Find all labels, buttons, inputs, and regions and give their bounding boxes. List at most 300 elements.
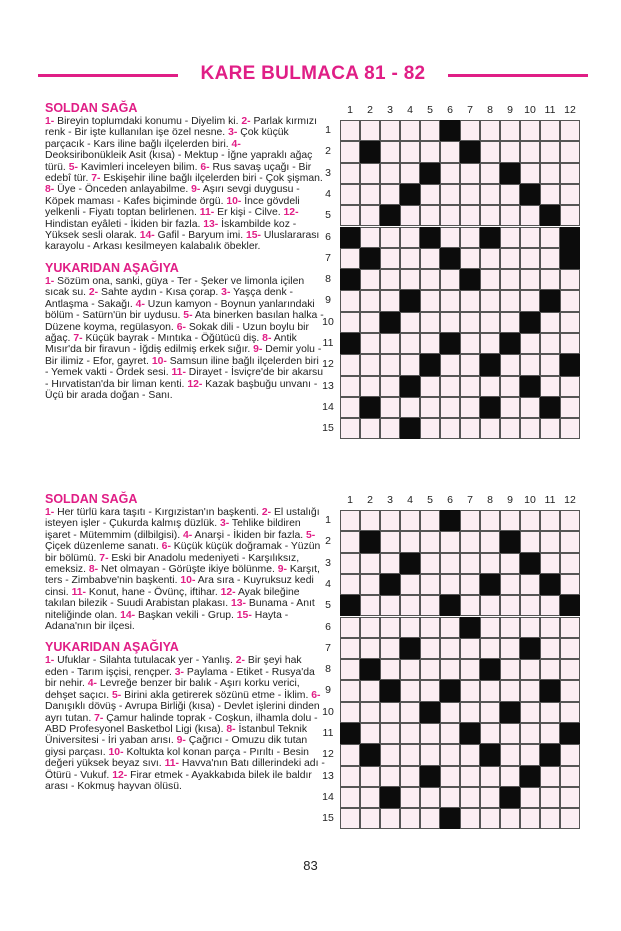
grid-cell[interactable] — [500, 553, 520, 574]
grid-cell[interactable] — [460, 553, 480, 574]
grid-cell[interactable] — [360, 184, 380, 205]
grid-cell[interactable] — [420, 248, 440, 269]
grid-cell[interactable] — [340, 808, 360, 829]
grid-cell[interactable] — [420, 723, 440, 744]
grid-cell[interactable] — [500, 376, 520, 397]
grid-cell[interactable] — [480, 680, 500, 701]
grid-cell[interactable] — [360, 617, 380, 638]
grid-cell[interactable] — [400, 766, 420, 787]
grid-cell[interactable] — [360, 333, 380, 354]
grid-cell[interactable] — [500, 723, 520, 744]
grid-cell[interactable] — [400, 120, 420, 141]
grid-cell[interactable] — [540, 418, 560, 439]
grid-cell[interactable] — [460, 531, 480, 552]
grid-cell[interactable] — [340, 638, 360, 659]
grid-cell[interactable] — [380, 290, 400, 311]
grid-cell[interactable] — [380, 766, 400, 787]
grid-cell[interactable] — [520, 290, 540, 311]
grid-cell[interactable] — [440, 617, 460, 638]
grid-cell[interactable] — [340, 510, 360, 531]
grid-cell[interactable] — [440, 553, 460, 574]
grid-cell[interactable] — [460, 744, 480, 765]
grid-cell[interactable] — [460, 397, 480, 418]
grid-cell[interactable] — [340, 702, 360, 723]
grid-cell[interactable] — [400, 702, 420, 723]
grid-cell[interactable] — [460, 808, 480, 829]
grid-cell[interactable] — [540, 248, 560, 269]
grid-cell[interactable] — [380, 531, 400, 552]
grid-cell[interactable] — [380, 397, 400, 418]
grid-cell[interactable] — [540, 333, 560, 354]
grid-cell[interactable] — [380, 808, 400, 829]
grid-cell[interactable] — [480, 595, 500, 616]
grid-cell[interactable] — [540, 638, 560, 659]
grid-cell[interactable] — [520, 354, 540, 375]
grid-cell[interactable] — [340, 248, 360, 269]
grid-cell[interactable] — [560, 553, 580, 574]
grid-cell[interactable] — [340, 766, 360, 787]
grid-cell[interactable] — [520, 744, 540, 765]
grid-cell[interactable] — [500, 290, 520, 311]
grid-cell[interactable] — [440, 787, 460, 808]
grid-cell[interactable] — [440, 184, 460, 205]
grid-cell[interactable] — [400, 510, 420, 531]
grid-cell[interactable] — [460, 120, 480, 141]
grid-cell[interactable] — [380, 510, 400, 531]
grid-cell[interactable] — [480, 269, 500, 290]
grid-cell[interactable] — [460, 184, 480, 205]
grid-cell[interactable] — [380, 418, 400, 439]
grid-cell[interactable] — [500, 510, 520, 531]
grid-cell[interactable] — [560, 418, 580, 439]
grid-cell[interactable] — [540, 659, 560, 680]
page-number: 83 — [303, 858, 318, 873]
grid-cell[interactable] — [560, 333, 580, 354]
grid-cell[interactable] — [480, 290, 500, 311]
grid-cell[interactable] — [380, 184, 400, 205]
grid-cell[interactable] — [560, 376, 580, 397]
grid-cell[interactable] — [440, 638, 460, 659]
grid-cell[interactable] — [440, 531, 460, 552]
grid-cell[interactable] — [400, 397, 420, 418]
grid-cell[interactable] — [400, 723, 420, 744]
grid-cell[interactable] — [520, 120, 540, 141]
grid-cell[interactable] — [400, 574, 420, 595]
grid-cell[interactable] — [340, 184, 360, 205]
grid-cell[interactable] — [460, 354, 480, 375]
grid-cell[interactable] — [420, 531, 440, 552]
grid-cell[interactable] — [480, 702, 500, 723]
grid-cell[interactable] — [540, 163, 560, 184]
grid-cell[interactable] — [480, 205, 500, 226]
grid-cell[interactable] — [520, 723, 540, 744]
grid-cell[interactable] — [480, 248, 500, 269]
grid-cell[interactable] — [560, 269, 580, 290]
grid-cell[interactable] — [380, 120, 400, 141]
grid-cell[interactable] — [400, 744, 420, 765]
grid-cell[interactable] — [460, 766, 480, 787]
grid-cell[interactable] — [360, 595, 380, 616]
grid-cell[interactable] — [500, 659, 520, 680]
grid-cell[interactable] — [460, 376, 480, 397]
grid-cell[interactable] — [500, 120, 520, 141]
grid-cell[interactable] — [340, 787, 360, 808]
grid-cell[interactable] — [360, 510, 380, 531]
grid-cell[interactable] — [460, 702, 480, 723]
grid-cell[interactable] — [400, 205, 420, 226]
grid-cell[interactable] — [420, 787, 440, 808]
grid-cell[interactable] — [360, 574, 380, 595]
grid-cell[interactable] — [420, 659, 440, 680]
grid-cell[interactable] — [420, 141, 440, 162]
grid-cell[interactable] — [440, 163, 460, 184]
grid-cell[interactable] — [400, 354, 420, 375]
grid-cell[interactable] — [440, 702, 460, 723]
grid-cell[interactable] — [420, 808, 440, 829]
grid-cell[interactable] — [480, 553, 500, 574]
grid-cell[interactable] — [380, 163, 400, 184]
grid-cell[interactable] — [360, 290, 380, 311]
grid-cell[interactable] — [540, 376, 560, 397]
grid-cell[interactable] — [360, 553, 380, 574]
grid-cell[interactable] — [400, 227, 420, 248]
grid-cell[interactable] — [340, 397, 360, 418]
clue-number: 4- — [87, 678, 97, 690]
grid-cell[interactable] — [480, 638, 500, 659]
grid-cell[interactable] — [360, 376, 380, 397]
grid-cell[interactable] — [480, 333, 500, 354]
grid-cell[interactable] — [400, 659, 420, 680]
grid-cell[interactable] — [460, 680, 480, 701]
grid-cell[interactable] — [360, 120, 380, 141]
grid-cell[interactable] — [400, 333, 420, 354]
grid-cell[interactable] — [460, 638, 480, 659]
grid-cell[interactable] — [520, 702, 540, 723]
grid-cell[interactable] — [400, 808, 420, 829]
grid-cell[interactable] — [520, 659, 540, 680]
grid-cell[interactable] — [380, 744, 400, 765]
grid-cell[interactable] — [380, 553, 400, 574]
grid-cell[interactable] — [420, 312, 440, 333]
grid-cell[interactable] — [560, 163, 580, 184]
grid-cell[interactable] — [340, 120, 360, 141]
grid-cell[interactable] — [540, 787, 560, 808]
grid-cell[interactable] — [500, 397, 520, 418]
grid-cell[interactable] — [460, 510, 480, 531]
grid-cell[interactable] — [460, 659, 480, 680]
grid-cell[interactable] — [560, 205, 580, 226]
grid-cell[interactable] — [560, 510, 580, 531]
grid-cell[interactable] — [500, 617, 520, 638]
grid-cell[interactable] — [400, 141, 420, 162]
grid-cell[interactable] — [340, 376, 360, 397]
grid-cell[interactable] — [380, 248, 400, 269]
grid-cell[interactable] — [500, 574, 520, 595]
grid-cell[interactable] — [380, 333, 400, 354]
grid-cell[interactable] — [520, 531, 540, 552]
grid-cell[interactable] — [400, 269, 420, 290]
grid-cell[interactable] — [420, 510, 440, 531]
grid-cell[interactable] — [360, 638, 380, 659]
grid-cell[interactable] — [460, 574, 480, 595]
grid-cell[interactable] — [380, 617, 400, 638]
grid-cell[interactable] — [520, 269, 540, 290]
grid-cell[interactable] — [360, 312, 380, 333]
grid-cell[interactable] — [340, 553, 360, 574]
grid-cell[interactable] — [340, 617, 360, 638]
grid-cell[interactable] — [440, 290, 460, 311]
grid-cell[interactable] — [520, 617, 540, 638]
grid-cell[interactable] — [560, 312, 580, 333]
grid-cell[interactable] — [520, 680, 540, 701]
grid-cell[interactable] — [460, 290, 480, 311]
grid-cell[interactable] — [560, 766, 580, 787]
grid-cell[interactable] — [340, 418, 360, 439]
grid-cell[interactable] — [460, 227, 480, 248]
grid-cell[interactable] — [540, 510, 560, 531]
grid-cell[interactable] — [480, 141, 500, 162]
grid-cell[interactable] — [560, 638, 580, 659]
grid-cell[interactable] — [400, 531, 420, 552]
grid-cell[interactable] — [440, 227, 460, 248]
grid-cell[interactable] — [560, 617, 580, 638]
grid-cell[interactable] — [440, 766, 460, 787]
grid-cell[interactable] — [420, 595, 440, 616]
grid-cell[interactable] — [500, 744, 520, 765]
grid-cell[interactable] — [420, 574, 440, 595]
grid-cell[interactable] — [380, 141, 400, 162]
grid-cell[interactable] — [560, 184, 580, 205]
grid-cell[interactable] — [480, 418, 500, 439]
grid-cell[interactable] — [360, 205, 380, 226]
grid-cell[interactable] — [560, 744, 580, 765]
grid-cell[interactable] — [420, 553, 440, 574]
grid-cell[interactable] — [460, 595, 480, 616]
grid-cell[interactable] — [500, 638, 520, 659]
grid-cell[interactable] — [400, 312, 420, 333]
grid-cell[interactable] — [540, 312, 560, 333]
grid-cell[interactable] — [380, 376, 400, 397]
grid-cell[interactable] — [500, 269, 520, 290]
black-cell — [360, 531, 380, 552]
grid-cell[interactable] — [420, 269, 440, 290]
grid-cell[interactable] — [440, 141, 460, 162]
grid-cell[interactable] — [400, 163, 420, 184]
grid-cell[interactable] — [340, 354, 360, 375]
grid-cell[interactable] — [340, 531, 360, 552]
grid-cell[interactable] — [400, 787, 420, 808]
grid-cell[interactable] — [440, 269, 460, 290]
grid-cell[interactable] — [540, 766, 560, 787]
grid-cell[interactable] — [560, 397, 580, 418]
grid-cell[interactable] — [420, 205, 440, 226]
grid-cell[interactable] — [540, 553, 560, 574]
grid-cell[interactable] — [440, 205, 460, 226]
grid-cell[interactable] — [560, 808, 580, 829]
grid-cell[interactable] — [460, 163, 480, 184]
grid-cell[interactable] — [380, 595, 400, 616]
grid-cell[interactable] — [460, 205, 480, 226]
grid-cell[interactable] — [440, 397, 460, 418]
grid-cell[interactable] — [560, 574, 580, 595]
grid-cell[interactable] — [460, 333, 480, 354]
grid-cell[interactable] — [500, 227, 520, 248]
black-cell — [340, 723, 360, 744]
grid-cell[interactable] — [380, 638, 400, 659]
grid-cell[interactable] — [500, 595, 520, 616]
grid-cell[interactable] — [540, 808, 560, 829]
grid-cell[interactable] — [340, 205, 360, 226]
grid-cell[interactable] — [340, 312, 360, 333]
grid-cell[interactable] — [340, 744, 360, 765]
grid-cell[interactable] — [480, 184, 500, 205]
grid-cell[interactable] — [520, 397, 540, 418]
grid-cell[interactable] — [520, 205, 540, 226]
grid-cell[interactable] — [440, 354, 460, 375]
grid-cell[interactable] — [480, 120, 500, 141]
grid-cell[interactable] — [440, 574, 460, 595]
grid-cell[interactable] — [440, 312, 460, 333]
grid-cell[interactable] — [500, 766, 520, 787]
grid-cell[interactable] — [420, 333, 440, 354]
grid-cell[interactable] — [480, 808, 500, 829]
grid-cell[interactable] — [500, 248, 520, 269]
grid-cell[interactable] — [340, 659, 360, 680]
grid-cell[interactable] — [460, 312, 480, 333]
grid-cell[interactable] — [560, 702, 580, 723]
grid-cell[interactable] — [380, 354, 400, 375]
grid-cell[interactable] — [420, 744, 440, 765]
grid-cell[interactable] — [560, 659, 580, 680]
grid-cell[interactable] — [380, 723, 400, 744]
grid-cell[interactable] — [420, 184, 440, 205]
grid-cell[interactable] — [500, 418, 520, 439]
grid-cell[interactable] — [360, 418, 380, 439]
grid-cell[interactable] — [360, 227, 380, 248]
grid-cell[interactable] — [520, 574, 540, 595]
grid-cell[interactable] — [400, 595, 420, 616]
grid-cell[interactable] — [520, 595, 540, 616]
grid-cell[interactable] — [560, 531, 580, 552]
grid-cell[interactable] — [520, 163, 540, 184]
grid-cell[interactable] — [520, 141, 540, 162]
grid-cell[interactable] — [520, 227, 540, 248]
grid-cell[interactable] — [460, 248, 480, 269]
grid-cell[interactable] — [560, 141, 580, 162]
grid-cell[interactable] — [440, 744, 460, 765]
grid-cell[interactable] — [420, 418, 440, 439]
grid-cell[interactable] — [500, 141, 520, 162]
grid-cell[interactable] — [360, 808, 380, 829]
grid-cell[interactable] — [420, 397, 440, 418]
grid-cell[interactable] — [560, 680, 580, 701]
grid-cell[interactable] — [520, 510, 540, 531]
grid-cell[interactable] — [340, 141, 360, 162]
grid-cell[interactable] — [500, 680, 520, 701]
grid-cell[interactable] — [540, 184, 560, 205]
grid-cell[interactable] — [360, 354, 380, 375]
grid-cell[interactable] — [480, 376, 500, 397]
grid-cell[interactable] — [360, 269, 380, 290]
grid-cell[interactable] — [500, 205, 520, 226]
grid-cell[interactable] — [540, 269, 560, 290]
grid-cell[interactable] — [560, 120, 580, 141]
grid-cell[interactable] — [500, 312, 520, 333]
grid-cell[interactable] — [460, 787, 480, 808]
grid-cell[interactable] — [540, 595, 560, 616]
grid-cell[interactable] — [480, 531, 500, 552]
grid-cell[interactable] — [380, 659, 400, 680]
grid-cell[interactable] — [420, 376, 440, 397]
grid-cell[interactable] — [520, 787, 540, 808]
grid-cell[interactable] — [480, 766, 500, 787]
grid-cell[interactable] — [400, 617, 420, 638]
grid-cell[interactable] — [480, 163, 500, 184]
grid-cell[interactable] — [540, 120, 560, 141]
grid-cell[interactable] — [360, 680, 380, 701]
grid-cell[interactable] — [420, 617, 440, 638]
row-number: 6 — [325, 620, 331, 633]
grid-cell[interactable] — [400, 248, 420, 269]
grid-cell[interactable] — [460, 418, 480, 439]
grid-cell[interactable] — [540, 227, 560, 248]
grid-cell[interactable] — [440, 376, 460, 397]
grid-cell[interactable] — [400, 680, 420, 701]
grid-cell[interactable] — [560, 787, 580, 808]
grid-cell[interactable] — [420, 680, 440, 701]
grid-cell[interactable] — [540, 141, 560, 162]
grid-cell[interactable] — [440, 418, 460, 439]
grid-cell[interactable] — [360, 766, 380, 787]
grid-cell[interactable] — [560, 290, 580, 311]
grid-cell[interactable] — [480, 723, 500, 744]
grid-cell[interactable] — [520, 808, 540, 829]
grid-cell[interactable] — [500, 184, 520, 205]
grid-cell[interactable] — [340, 680, 360, 701]
grid-cell[interactable] — [480, 510, 500, 531]
grid-cell[interactable] — [420, 120, 440, 141]
grid-cell[interactable] — [540, 617, 560, 638]
grid-cell[interactable] — [440, 659, 460, 680]
grid-cell[interactable] — [340, 163, 360, 184]
grid-cell[interactable] — [340, 290, 360, 311]
grid-cell[interactable] — [380, 227, 400, 248]
grid-cell[interactable] — [360, 787, 380, 808]
grid-cell[interactable] — [540, 354, 560, 375]
grid-cell[interactable] — [520, 418, 540, 439]
grid-cell[interactable] — [520, 333, 540, 354]
grid-cell[interactable] — [420, 290, 440, 311]
clue-text: Ufuklar - Silahta tutulacak yer - Yanlış. — [54, 655, 236, 667]
grid-cell[interactable] — [500, 808, 520, 829]
grid-cell[interactable] — [360, 723, 380, 744]
grid-cell[interactable] — [500, 354, 520, 375]
grid-cell[interactable] — [380, 702, 400, 723]
grid-cell[interactable] — [480, 312, 500, 333]
grid-cell[interactable] — [540, 531, 560, 552]
grid-cell[interactable] — [520, 248, 540, 269]
grid-cell[interactable] — [540, 702, 560, 723]
grid-cell[interactable] — [340, 574, 360, 595]
grid-cell[interactable] — [380, 269, 400, 290]
grid-cell[interactable] — [480, 787, 500, 808]
grid-cell[interactable] — [360, 702, 380, 723]
grid-cell[interactable] — [420, 638, 440, 659]
grid-cell[interactable] — [360, 163, 380, 184]
grid-cell[interactable] — [440, 723, 460, 744]
grid-cell[interactable] — [480, 617, 500, 638]
grid-cell[interactable] — [540, 723, 560, 744]
